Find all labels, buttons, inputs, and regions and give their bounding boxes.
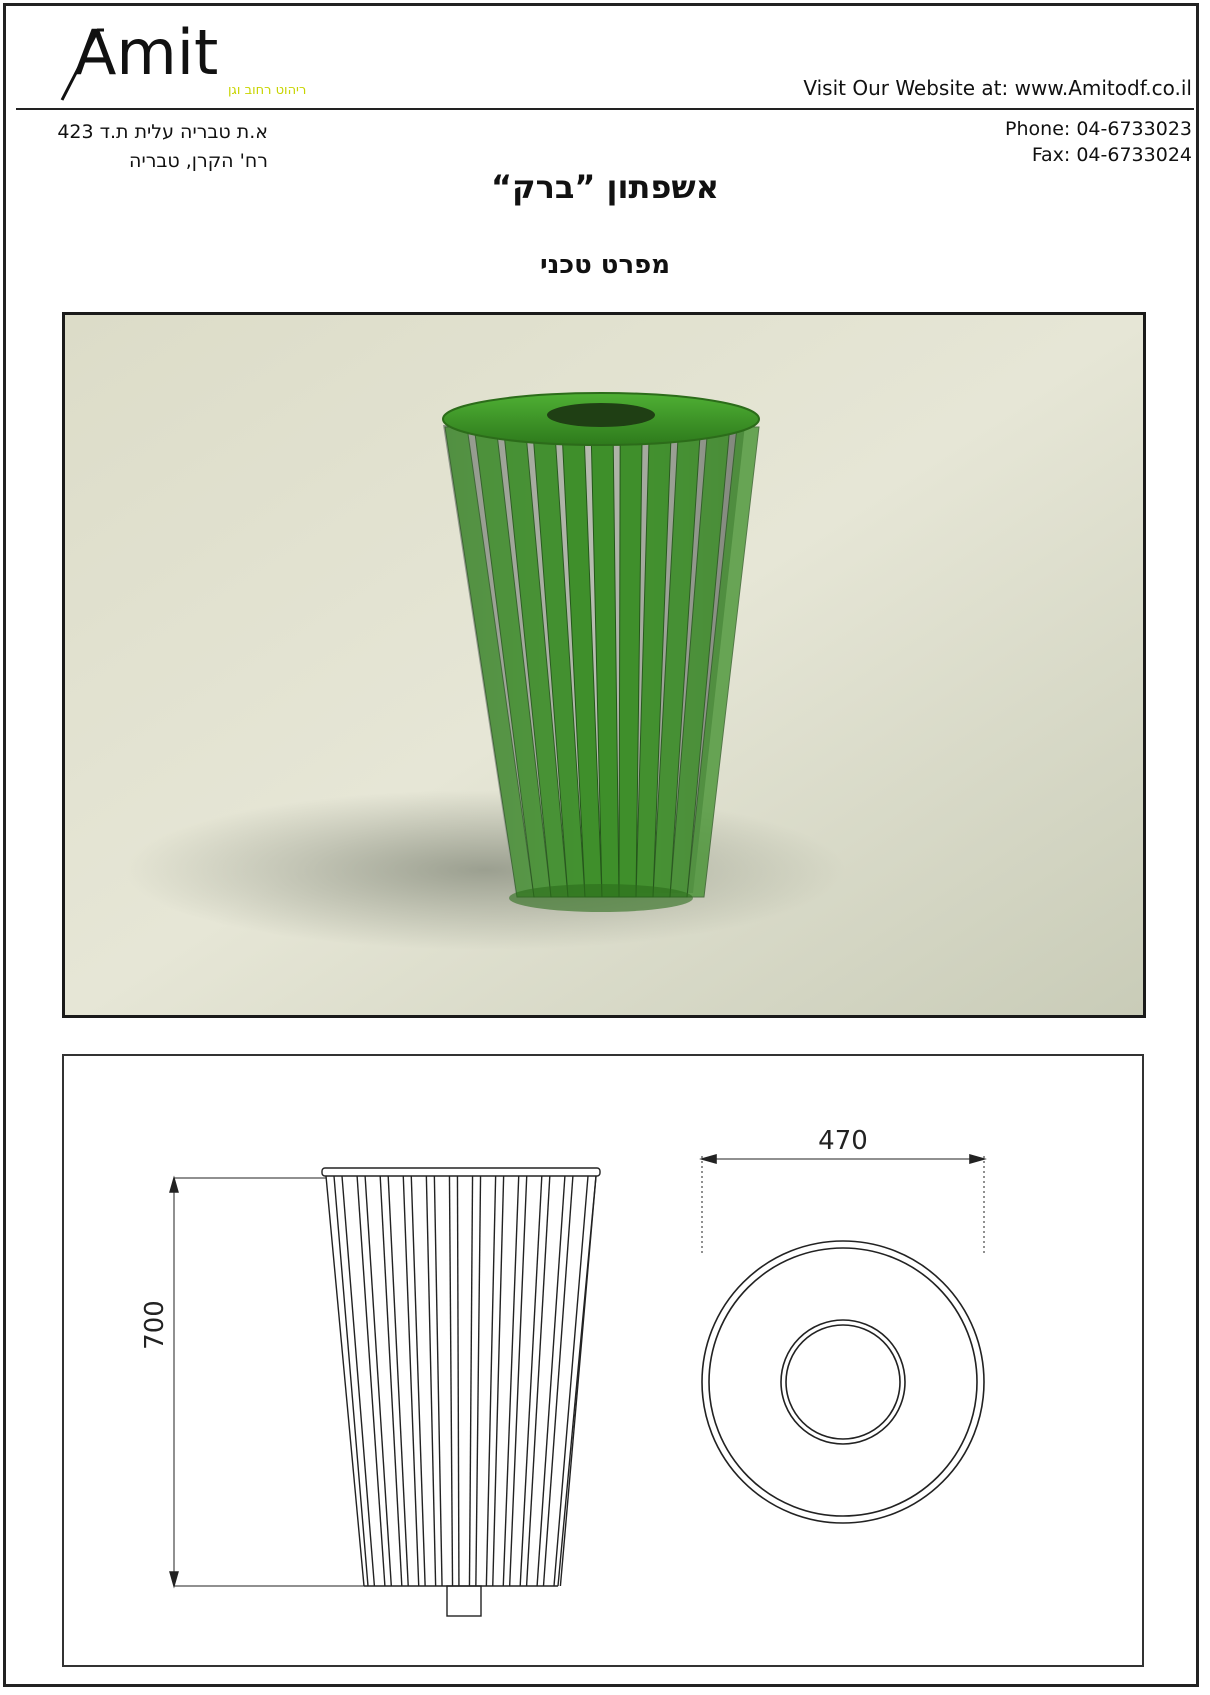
drawing-slat-line <box>434 1176 442 1586</box>
phone-number: Phone: 04-6733023 <box>1005 118 1192 140</box>
address-line-2: רח' הקרן, טבריה <box>129 150 268 172</box>
drawing-slat-line <box>476 1176 481 1586</box>
render-image <box>65 315 1143 1015</box>
drawing-slat-line <box>426 1176 435 1586</box>
drawing-slat-line <box>357 1176 385 1586</box>
drawing-slat-line <box>537 1176 565 1586</box>
logo-tagline: ריהוט רחוב וגן <box>228 83 307 98</box>
side-view <box>170 1168 600 1616</box>
product-title: אשפתון ”ברק“ <box>491 168 719 206</box>
diameter-dimension-label: 470 <box>818 1126 868 1156</box>
drawing-slat-line <box>510 1176 527 1586</box>
technical-drawing <box>62 1054 1144 1667</box>
drawing-slat-line <box>449 1176 452 1586</box>
contact-block <box>1005 116 1192 168</box>
drawing-slat-line <box>554 1176 588 1586</box>
website-link[interactable]: Visit Our Website at: www.Amitodf.co.il <box>803 76 1192 100</box>
drawing-slat-line <box>334 1176 368 1586</box>
address-line-1: א.ת טבריה עלית ת.ד 423 <box>57 121 268 143</box>
top-view <box>702 1155 984 1523</box>
logo-text: Amit <box>74 16 219 89</box>
height-dimension-label: 700 <box>140 1300 170 1350</box>
drawing-slat-line <box>503 1176 518 1586</box>
drawing-slat-line <box>560 1176 596 1586</box>
drawing-slat-line <box>411 1176 425 1586</box>
product-subtitle: מפרט טכני <box>539 250 671 280</box>
amit-logo <box>58 10 307 105</box>
fax-number: Fax: 04-6733024 <box>1031 144 1192 166</box>
drawing-slat-line <box>457 1176 458 1586</box>
drawing-svg <box>64 1056 1142 1665</box>
product-render <box>62 312 1146 1018</box>
drawing-slat-line <box>543 1176 572 1586</box>
header-divider <box>16 108 1194 110</box>
drawing-slat-line <box>469 1176 472 1586</box>
